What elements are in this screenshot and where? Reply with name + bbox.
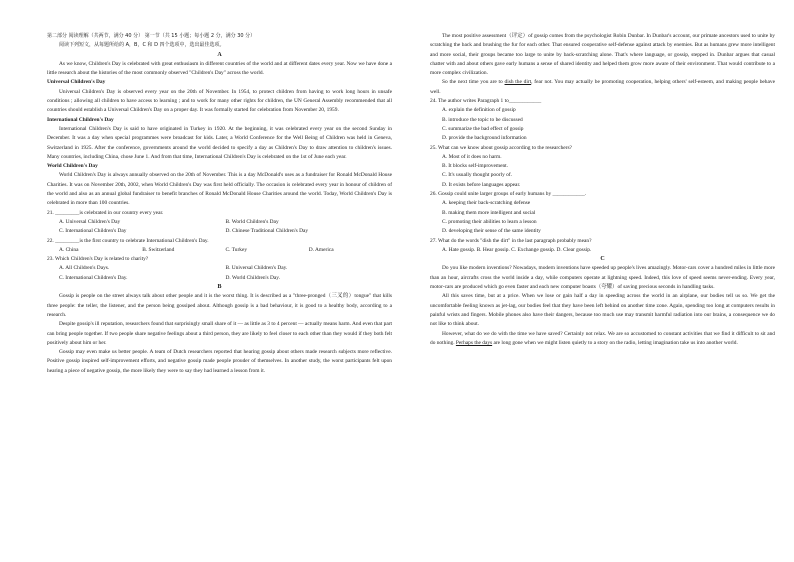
right-column (430, 32, 775, 348)
question-26-option-c: C. promoting their abilities to learn a lesson (442, 218, 537, 225)
question-26-stem: 26. Gossip could unite larger groups of early humans by ____________. (430, 191, 587, 198)
passage-a-label: A (217, 51, 222, 58)
question-26-option-b: B. making them more intelligent and social (442, 209, 536, 216)
passage-b-p4: The most positive assessment（评定）of gossip comes from the psychologist Robin Dunbar. In Dunbar's account, our primate ancestors used to unite by scratching the back and brushing the fur for each other. That ensured cooperative self-defense against attack by enemies. But as humans grew more intelligent and more social, their groups became too large to unite by back-scratching alone. That's where language, or gossip, stepped in. Dunbar argues that casual chatter with and about others gave early humans a sense of shared identity and helped them grow more aware of their environment. That would contribute to a more complex civilization. (430, 33, 775, 77)
question-23-stem: 23. Which Children's Day is related to charity? (47, 256, 149, 263)
passage-c-p3-post: are long gone when we might listen quietly to a story on the radio, letting imagination take us into another world. (492, 339, 738, 346)
passage-a-universal: Universal Children's Day is observed every year on the 20th of November. In 1954, to protect children from having to work long hours in unsafe conditions ; allowing all children to have access to learning ; and to work for many other rights for children, the UN General Assembly recommended that all countries should establish a Universal Children's Day on a proper day. It was formally started for celebration from November 20, 1959. (47, 88, 392, 114)
question-22-option-d: D. America (308, 246, 334, 253)
question-24-option-b: B. introduce the topic to be discussed (442, 116, 523, 123)
question-23-option-d: D. World Children's Day. (225, 274, 280, 281)
question-22-option-a: A. China (59, 246, 79, 253)
question-21-option-a: A. Universal Children's Day (59, 218, 121, 225)
left-column (47, 32, 392, 376)
subheading-world: World Children's Day (47, 163, 98, 170)
passage-a-world: World Children's Day is always annually observed on the 20th of November. This is a day McDonald's uses as a fundraiser for Ronald McDonald House Charities. It was on November 20th, 2002, when World Children's Day was first held officially. The occasion is celebrated every year in honour of children of the world and also as an annual global fundraiser to benefit branches of Ronald McDonald House Charities around the world. Today, World Children's Day is celebrated in more than 100 countries. (47, 172, 392, 207)
question-22-options (47, 246, 392, 255)
passage-c-p3 (430, 330, 775, 349)
question-24-option-a: A. explain the definition of gossip (442, 107, 516, 114)
question-25-stem: 25. What can we know about gossip according to the researchers? (430, 144, 572, 151)
passage-a-intro: As we know, Children's Day is celebrated with great enthusiasm in different countries of the world and at different dates every year. Now we have done a little research about the histories of the most commonly observed "Children's Day" across the world. (47, 60, 392, 77)
passage-b-p5-post: , fear not. You may actually be promoting cooperation, helping others' self-esteem, and making people behave well. (430, 79, 775, 95)
underlined-phrase-dish-the-dirt: dish the dirt (504, 79, 532, 86)
passage-a-international: International Children's Day is said to have originated in Turkey in 1920. At the beginning, it was celebrated every year on the second Sunday in December. It was a day when special programmes were broadcast for kids. Later, a World Conference for the Well Being of Children was held in Geneva, Switzerland in 1925. After the conference, governments around the world decided to specify a day as Children's Day to draw attention to children's issues. Many countries, including China, chose June 1. And from that time, International Children's Day is celebrated on the 1st of June each year. (47, 125, 392, 160)
question-25-option-a: A. Most of it does no harm. (442, 153, 502, 160)
question-21-option-b: B. World Children's Day (225, 218, 279, 225)
passage-b-p3: Gossip may even make us better people. A team of Dutch researchers reported that hearing gossip about others made research subjects more reflective. Positive gossip inspired self-improvement efforts, and negative gossip made people prouder of themselves. In another study, the worst participants felt upon hearing a piece of negative gossip, the more likely they were to say they had learned a lesson from it. (47, 349, 392, 374)
question-23-options-row2 (47, 274, 392, 283)
question-21-options-row1 (47, 218, 392, 227)
section-header: 第二部分 阅读理解（共两节，满分 40 分） 第一节（共 15 小题；每小题 2 分，满分 30 分） (47, 33, 256, 39)
question-22-option-c: C. Turkey (225, 246, 248, 253)
question-24-stem: 24. The author writes Paragraph 1 to____________ (430, 98, 542, 105)
question-23-option-b: B. Universal Children's Day. (225, 265, 288, 272)
question-26-option-a: A. keeping their back-scratching defense (442, 200, 531, 207)
subheading-international: International Children's Day (47, 116, 114, 123)
question-21-options-row2 (47, 227, 392, 236)
passage-b-p1: Gossip is people on the street always talk about other people and it is the worst thing. It is described as a "three-pronged（三叉的）tongue" that kills three people: the teller, the listener, and the person being gossiped about. Although gossip is a bad behaviour, it is good to a healthy body, according to a research. (47, 293, 392, 318)
passage-c-p1: Do you like modern inventions? Nowadays, modern inventions have speeded up people's lives amazingly. Motor-cars cover a hundred miles in little more than an hour, aircrafts cross the world inside a day, while computers operate at lightning speed. Indeed, this love of speed seems never-ending. Every year, motor-cars are produced which go even faster and each new computer boasts（夸耀）of saving precious seconds in handling tasks. (430, 265, 775, 291)
question-23-option-c: C. International Children's Day. (59, 274, 128, 281)
question-24-option-d: D. provide the background information (442, 135, 527, 142)
question-25-option-d: D. It exists before languages appear. (442, 181, 521, 188)
question-25-option-b: B. It blocks self-improvement. (442, 163, 509, 170)
question-21-option-c: C. International Children's Day (59, 228, 127, 235)
passage-c-p3-pre: However, what do we do with the time we have saved? Certainly not relax. We are so accustomed to constant activities that we find it difficult to sit and do nothing. (430, 330, 775, 346)
underlined-phrase-perhaps-the-days: Perhaps the days (455, 339, 493, 346)
question-24-option-c: C. summarize the bad effect of gossip (442, 125, 524, 132)
question-22-stem: 22. _________is the first country to celebrate International Children's Day. (47, 237, 209, 244)
passage-b-p2: Despite gossip's ill reputation, researchers found that surprisingly small share of it — as little as 3 to 4 percent — actually means harm. And even that part can bring people together. If two people share negative feelings about a third person, they are likely to feel closer to each other than they would if they both felt positively about him or her. (47, 321, 392, 346)
subheading-universal: Universal Children's Day (47, 79, 106, 86)
question-25-option-c: C. It's usually thought poorly of. (442, 172, 512, 179)
passage-c-p2: All this saves time, but at a price. When we lose or gain half a day in speeding across the world in an airplane, our bodies tell us so. We get the uncomfortable feeling known as jet-lag, our bodies feel that they have been left behind on another time zone. Again, spending too long at computers results in painful wrists and fingers. Mobile phones also have their dangers, because too much use may transmit harmful radiation into our brains, a consequence we do not like to think about. (430, 293, 775, 328)
question-21-stem: 21. _________is celebrated in our country every year. (47, 209, 164, 216)
instruction: 阅读下列短文，从每题所给的 A，B，C 和 D 四个选项中，选出最佳选项。 (59, 42, 225, 49)
question-23-option-a: A. All Children's Days. (59, 265, 110, 272)
question-27-options: A. Hate gossip. B. Hear gossip. C. Exchange gossip. D. Clear gossip. (442, 246, 592, 253)
passage-c-label: C (600, 256, 605, 263)
passage-b-p5 (430, 78, 775, 97)
question-21-option-d: D. Chinese Traditional Children's Day (225, 228, 309, 235)
question-22-option-b: B. Switzerland (142, 246, 175, 253)
question-27-stem: 27. What do the words "dish the dirt" in the last paragraph probably mean? (430, 237, 592, 244)
passage-b-label: B (217, 284, 222, 291)
question-23-options-row1 (47, 264, 392, 273)
question-26-option-d: D. developing their sense of the same identity (442, 228, 541, 235)
passage-b-p5-pre: So the next time you are to (442, 79, 505, 86)
